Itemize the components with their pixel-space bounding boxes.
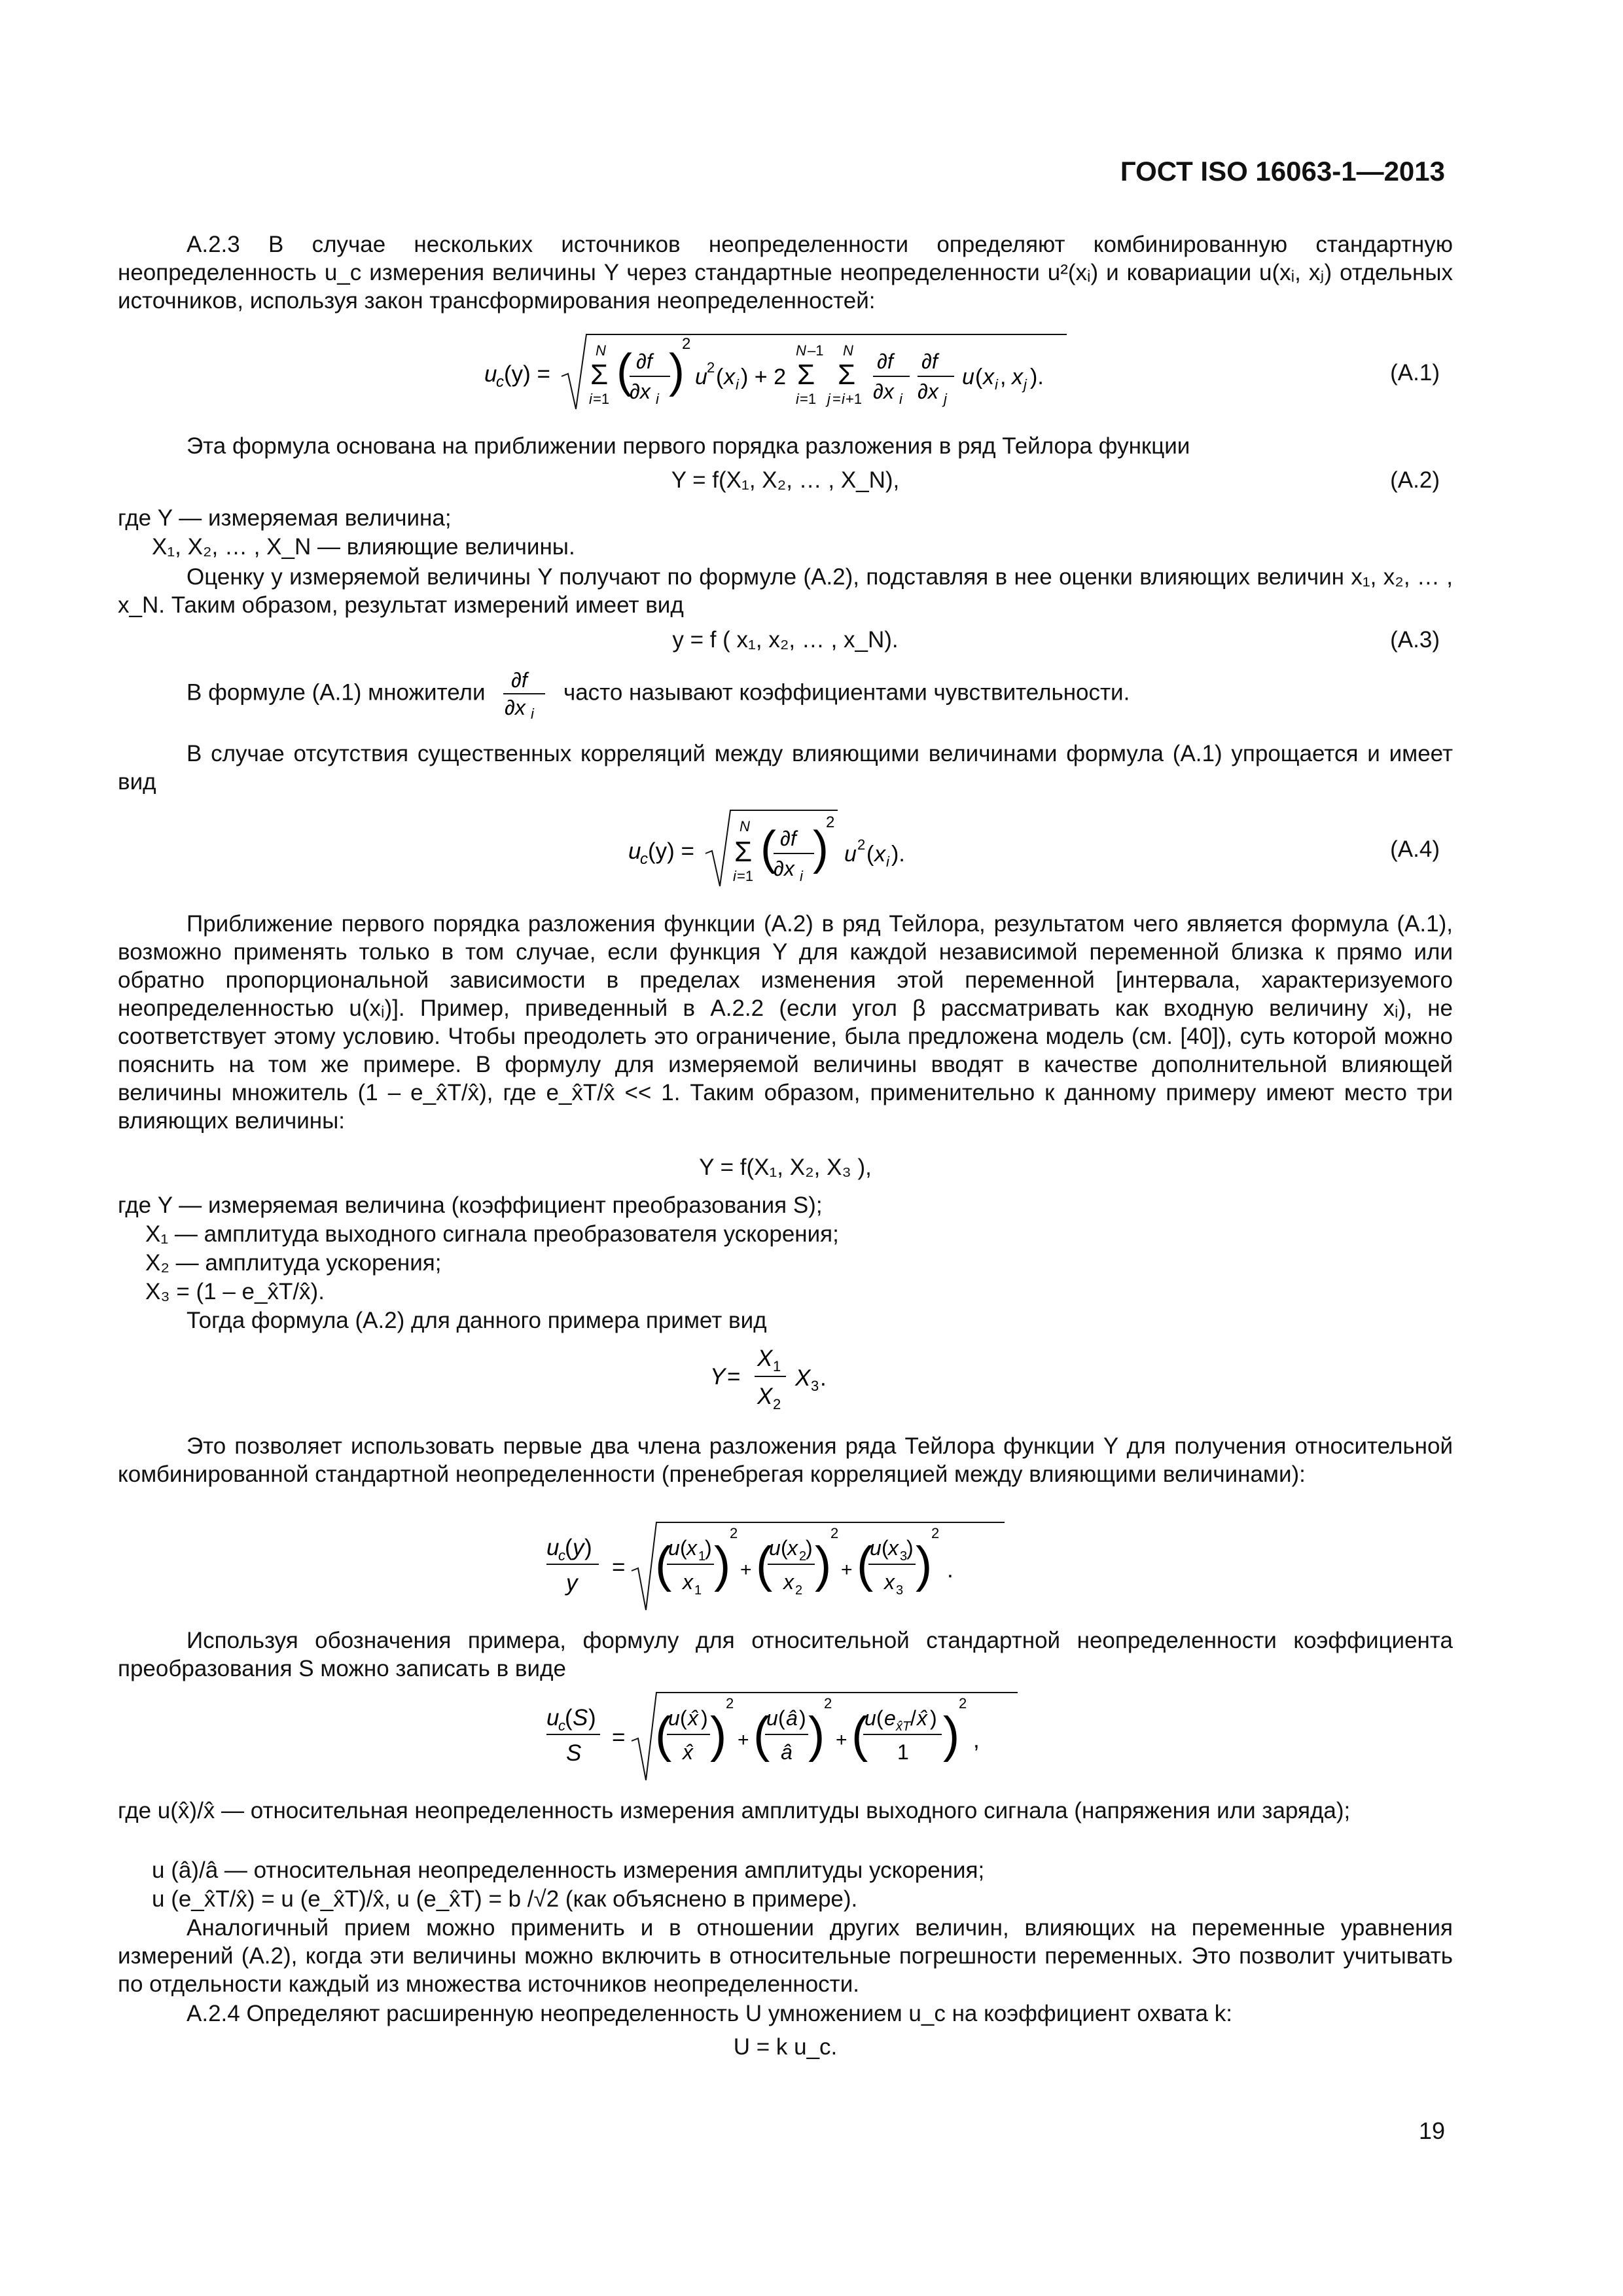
partial-derivative-fraction bbox=[498, 668, 550, 720]
svg-text:.: . bbox=[820, 1365, 827, 1391]
svg-text:N: N bbox=[843, 342, 853, 359]
svg-text:(: ( bbox=[655, 1537, 672, 1592]
svg-text:u: u bbox=[668, 1536, 680, 1560]
svg-text:u: u bbox=[546, 1705, 560, 1731]
svg-text:2: 2 bbox=[857, 836, 866, 853]
paragraph-analogous: Аналогичный прием можно применить и в отношении других величин, влияющих на переменные уравнения измерений (A.2), когда эти величины можно включить в относительные погрешности переменных. Это позволит учитывать по отдельности каждый из множества источников неопределенности. bbox=[118, 1915, 1453, 1997]
svg-text:) + 2: ) + 2 bbox=[741, 365, 786, 389]
svg-text:S: S bbox=[573, 1705, 588, 1731]
svg-text:X: X bbox=[795, 1365, 811, 1391]
svg-text:i: i bbox=[589, 391, 592, 407]
paragraph-estimate-y: Оценку y измеряемой величины Y получают по формуле (A.2), подставляя в нее оценки влияющих величин x₁, x₂, … , x_N. Таким образом, результат измерений имеет вид bbox=[118, 564, 1453, 618]
svg-text:i: i bbox=[995, 376, 998, 393]
svg-text:(: ( bbox=[753, 1707, 770, 1763]
svg-text:Y: Y bbox=[710, 1364, 726, 1390]
svg-text:,: , bbox=[1000, 365, 1007, 389]
sensitivity-tail: часто называют коэффициентами чувствительности. bbox=[563, 679, 1130, 706]
svg-text:∂x: ∂x bbox=[774, 857, 794, 880]
svg-text:u: u bbox=[769, 1536, 781, 1560]
svg-text:x̂: x̂ bbox=[917, 1706, 927, 1730]
svg-text:): ) bbox=[930, 1706, 937, 1730]
svg-text:x: x bbox=[888, 1536, 899, 1560]
svg-text:∂x: ∂x bbox=[918, 380, 938, 403]
svg-text:): ) bbox=[806, 1536, 813, 1560]
svg-text:2: 2 bbox=[824, 1695, 832, 1712]
svg-text:2: 2 bbox=[799, 1549, 807, 1564]
svg-text:N: N bbox=[596, 342, 606, 359]
svg-text:).: ). bbox=[891, 842, 905, 867]
svg-text:(: ( bbox=[616, 345, 632, 397]
svg-text:): ) bbox=[813, 822, 829, 874]
where-y-coefficient: где Y — измеряемая величина (коэффициент преобразования S); bbox=[118, 1193, 823, 1218]
svg-text:u: u bbox=[844, 842, 857, 867]
svg-text:2: 2 bbox=[682, 335, 691, 353]
svg-text:(: ( bbox=[882, 1536, 889, 1560]
svg-text:X: X bbox=[757, 1346, 773, 1371]
sensitivity-line bbox=[187, 668, 1456, 720]
svg-text:(: ( bbox=[565, 1535, 573, 1560]
svg-text:x: x bbox=[683, 1570, 693, 1594]
svg-text:â: â bbox=[781, 1740, 793, 1764]
svg-text:u: u bbox=[870, 1536, 882, 1560]
svg-text:2: 2 bbox=[726, 1695, 734, 1712]
svg-text:=1: =1 bbox=[737, 868, 754, 884]
svg-text:+: + bbox=[836, 1729, 847, 1751]
svg-text:=: = bbox=[612, 1725, 626, 1750]
where-u-a-hat: u (â)/â — относительная неопределенность измерения амплитуды ускорения; bbox=[152, 1857, 985, 1883]
svg-text:(y) =: (y) = bbox=[504, 361, 550, 387]
svg-text:,: , bbox=[973, 1727, 980, 1753]
svg-text:u: u bbox=[546, 1535, 560, 1560]
page-number: 19 bbox=[1418, 2117, 1445, 2144]
svg-text:N: N bbox=[740, 818, 750, 834]
svg-text:∂f: ∂f bbox=[636, 350, 652, 373]
equation-relative-s bbox=[546, 1689, 1044, 1787]
svg-text:2: 2 bbox=[730, 1525, 738, 1541]
svg-text:): ) bbox=[714, 1537, 731, 1592]
svg-text:Σ: Σ bbox=[838, 359, 856, 391]
svg-text:i: i bbox=[800, 868, 803, 884]
svg-text:).: ). bbox=[1030, 365, 1044, 389]
equation-a2: Y = f(X₁, X₂, … , X_N), bbox=[671, 467, 900, 493]
svg-text:X: X bbox=[757, 1384, 773, 1409]
svg-text:1: 1 bbox=[773, 1358, 781, 1374]
paragraph-using-notation: Используя обозначения примера, формулу для относительной стандартной неопределенности коэффициента преобразования S можно записать в виде bbox=[118, 1628, 1453, 1681]
svg-text:S: S bbox=[566, 1740, 582, 1766]
where-x2: X₂ — амплитуда ускорения; bbox=[145, 1250, 442, 1276]
svg-text:2: 2 bbox=[830, 1525, 839, 1541]
svg-text:=: = bbox=[727, 1364, 741, 1390]
svg-text:x: x bbox=[787, 1536, 798, 1560]
equation-y-ratio bbox=[710, 1338, 880, 1417]
svg-text:): ) bbox=[808, 1707, 825, 1763]
paragraph-taylor-intro: Эта формула основана на приближении первого порядка разложения в ряд Тейлора функции bbox=[187, 433, 1190, 459]
svg-text:c: c bbox=[640, 850, 648, 868]
svg-text:(: ( bbox=[866, 842, 874, 867]
svg-text:∂f: ∂f bbox=[921, 350, 938, 373]
equation-a1 bbox=[484, 331, 1073, 416]
equation-number-a3: (A.3) bbox=[1390, 627, 1440, 653]
svg-text:): ) bbox=[916, 1537, 933, 1592]
svg-text:): ) bbox=[705, 1536, 712, 1560]
svg-text:): ) bbox=[943, 1707, 960, 1763]
where-u-e: u (e_x̂T/x̂) = u (e_x̂T)/x̂, u (e_x̂T) = b /√2 (как объяснено в примере). bbox=[152, 1886, 858, 1912]
equation-three-quantities: Y = f(X₁, X₂, X₃ ), bbox=[699, 1155, 872, 1180]
svg-text:i: i bbox=[736, 376, 739, 393]
svg-text:=: = bbox=[832, 391, 841, 407]
equation-number-a4: (A.4) bbox=[1390, 836, 1440, 862]
svg-text:): ) bbox=[799, 1706, 806, 1730]
svg-text:2: 2 bbox=[826, 814, 835, 831]
svg-text:1: 1 bbox=[694, 1583, 702, 1598]
equation-relative-uncertainty bbox=[546, 1518, 1031, 1617]
svg-text:c: c bbox=[558, 1717, 565, 1734]
paragraph-a24: A.2.4 Определяют расширенную неопределенность U умножением u_c на коэффициент охвата k: bbox=[187, 2001, 1232, 2026]
svg-text:2: 2 bbox=[931, 1525, 940, 1541]
svg-text:(: ( bbox=[975, 365, 983, 389]
svg-text:(: ( bbox=[851, 1707, 868, 1763]
paragraph-no-correlation: В случае отсутствия существенных корреляций между влияющими величинами формула (A.1) упрощается и имеет вид bbox=[118, 741, 1453, 795]
paragraph-relative-combined: Это позволяет использовать первые два члена разложения ряда Тейлора функции Y для получения относительной комбинированной стандартной неопределенности (пренебрегая корреляцией между влияющими величинами): bbox=[118, 1433, 1453, 1487]
svg-text:3: 3 bbox=[811, 1378, 819, 1394]
svg-text:y: y bbox=[573, 1535, 584, 1560]
svg-text:i: i bbox=[842, 391, 845, 407]
svg-text:(: ( bbox=[680, 1536, 687, 1560]
svg-text:∂x: ∂x bbox=[505, 696, 526, 719]
svg-text:3: 3 bbox=[896, 1583, 904, 1598]
svg-text:(y) =: (y) = bbox=[648, 838, 694, 864]
svg-text:∂f: ∂f bbox=[511, 668, 527, 692]
svg-text:–1: –1 bbox=[808, 342, 824, 359]
svg-text:u: u bbox=[628, 838, 641, 864]
svg-text:1: 1 bbox=[897, 1740, 909, 1764]
svg-text:j: j bbox=[1024, 376, 1027, 393]
svg-text:2: 2 bbox=[773, 1396, 781, 1412]
svg-text:(: ( bbox=[756, 1537, 773, 1592]
equation-a4 bbox=[628, 805, 955, 890]
svg-text:i: i bbox=[796, 391, 799, 407]
svg-text:x: x bbox=[1012, 365, 1023, 389]
svg-text:x̂: x̂ bbox=[683, 1740, 693, 1764]
svg-text:c: c bbox=[558, 1547, 565, 1564]
svg-text:): ) bbox=[815, 1537, 832, 1592]
svg-text:): ) bbox=[584, 1535, 592, 1560]
paragraph-first-order: Приближение первого порядка разложения функции (A.2) в ряд Тейлора, результатом чего является формула (A.1), возможно применять только в том случае, если функция Y для каждой независимой переменной близка к прямо или обратно пропорциональной зависимости в пределах изменения этой переменной [интервала, характеризуемого неопределенностью u(xᵢ)]. Пример, приведенный в A.2.2 (если угол β рассматривать как входную величину xᵢ), не соответствует этому условию. Чтобы преодолеть это ограничение, была предложена модель (см. [40]), суть которой можно пояснить на том же примере. В формулу для измеряемой величины вводят в качестве дополнительной влияющей величины множитель (1 – e_x̂T/x̂), где e_x̂T/x̂ << 1. Таким образом, применительно к данному примеру имеют место три влияющих величины: bbox=[118, 911, 1453, 1134]
svg-text:j: j bbox=[944, 391, 947, 407]
svg-text:3: 3 bbox=[900, 1549, 908, 1564]
svg-text:=1: =1 bbox=[800, 391, 817, 407]
svg-text:): ) bbox=[669, 345, 685, 397]
svg-text:x̂: x̂ bbox=[688, 1706, 698, 1730]
where-u-x-hat: где u(x̂)/x̂ — относительная неопределенность измерения амплитуды выходного сигнала (напряжения или заряда); bbox=[118, 1798, 1351, 1823]
svg-text:u: u bbox=[695, 365, 707, 389]
svg-text:+1: +1 bbox=[846, 391, 863, 407]
svg-text:(: ( bbox=[655, 1707, 672, 1763]
svg-text:2: 2 bbox=[707, 359, 715, 376]
sensitivity-lead: В формуле (A.1) множители bbox=[187, 679, 486, 706]
svg-text:u: u bbox=[865, 1706, 876, 1730]
svg-text:): ) bbox=[906, 1536, 914, 1560]
svg-text:∂x: ∂x bbox=[630, 380, 651, 403]
svg-text:(: ( bbox=[716, 365, 724, 389]
svg-text:â: â bbox=[786, 1706, 798, 1730]
svg-text:): ) bbox=[588, 1705, 596, 1731]
svg-text:u: u bbox=[484, 361, 497, 387]
svg-text:Σ: Σ bbox=[734, 836, 753, 868]
svg-text:(: ( bbox=[781, 1536, 788, 1560]
svg-text:u: u bbox=[668, 1706, 680, 1730]
paragraph-a23: A.2.3 В случае нескольких источников неопределенности определяют комбинированную стандартную неопределенность u_c измерения величины Y через стандартные неопределенности u²(xᵢ) и ковариации u(xᵢ, xⱼ) отдельных источников, используя закон трансформирования неопределенностей: bbox=[118, 232, 1453, 314]
svg-text:(: ( bbox=[876, 1706, 883, 1730]
svg-text:i: i bbox=[656, 391, 659, 407]
svg-text:2: 2 bbox=[795, 1583, 803, 1598]
svg-text:x: x bbox=[983, 365, 994, 389]
svg-text:(: ( bbox=[565, 1705, 573, 1731]
svg-text:Σ: Σ bbox=[797, 359, 815, 391]
svg-text:∂f: ∂f bbox=[780, 827, 796, 850]
svg-text:N: N bbox=[796, 342, 806, 359]
svg-text:x: x bbox=[874, 842, 885, 867]
svg-text:): ) bbox=[701, 1706, 708, 1730]
svg-text:/: / bbox=[910, 1706, 916, 1730]
svg-text:): ) bbox=[710, 1707, 727, 1763]
svg-text:y: y bbox=[566, 1570, 578, 1596]
svg-text:u: u bbox=[962, 365, 974, 389]
svg-text:e: e bbox=[884, 1706, 896, 1730]
svg-text:=1: =1 bbox=[593, 391, 610, 407]
svg-text:i: i bbox=[733, 868, 736, 884]
svg-text:2: 2 bbox=[959, 1695, 967, 1712]
svg-text:j: j bbox=[827, 391, 830, 407]
equation-expanded-uncertainty: U = k u_c. bbox=[733, 2034, 838, 2060]
svg-text:x̂T: x̂T bbox=[896, 1719, 911, 1734]
svg-text:i: i bbox=[531, 706, 535, 720]
svg-text:i: i bbox=[899, 391, 902, 407]
svg-text:x: x bbox=[724, 365, 735, 389]
svg-text:u: u bbox=[766, 1706, 778, 1730]
svg-text:+: + bbox=[841, 1559, 853, 1581]
svg-text:+: + bbox=[740, 1559, 752, 1581]
svg-text:(: ( bbox=[857, 1537, 874, 1592]
svg-text:∂x: ∂x bbox=[873, 380, 894, 403]
where-x-influence: X₁, X₂, … , X_N — влияющие величины. bbox=[152, 534, 575, 560]
svg-text:x: x bbox=[687, 1536, 697, 1560]
svg-text:(: ( bbox=[760, 822, 776, 874]
svg-text:x: x bbox=[783, 1570, 794, 1594]
svg-text:1: 1 bbox=[698, 1549, 706, 1564]
svg-text:(: ( bbox=[680, 1706, 687, 1730]
svg-text:∂f: ∂f bbox=[877, 350, 893, 373]
where-x1: X₁ — амплитуда выходного сигнала преобразователя ускорения; bbox=[145, 1221, 839, 1247]
where-x3: X₃ = (1 – e_x̂T/x̂). bbox=[145, 1279, 325, 1304]
where-y-measured: где Y — измеряемая величина; bbox=[118, 505, 452, 531]
svg-text:x: x bbox=[884, 1570, 895, 1594]
svg-text:i: i bbox=[886, 853, 889, 870]
paragraph-then-formula: Тогда формула (A.2) для данного примера примет вид bbox=[187, 1308, 767, 1333]
svg-text:(: ( bbox=[778, 1706, 785, 1730]
svg-text:c: c bbox=[496, 373, 504, 391]
svg-text:Σ: Σ bbox=[590, 359, 609, 391]
document-code-header: ГОСТ ISO 16063-1—2013 bbox=[1120, 156, 1445, 187]
equation-a3: y = f ( x₁, x₂, … , x_N). bbox=[672, 627, 899, 653]
svg-text:.: . bbox=[947, 1557, 954, 1583]
equation-number-a2: (A.2) bbox=[1390, 467, 1440, 493]
svg-text:+: + bbox=[738, 1729, 749, 1751]
svg-text:=: = bbox=[612, 1554, 626, 1580]
equation-number-a1: (A.1) bbox=[1390, 360, 1440, 386]
